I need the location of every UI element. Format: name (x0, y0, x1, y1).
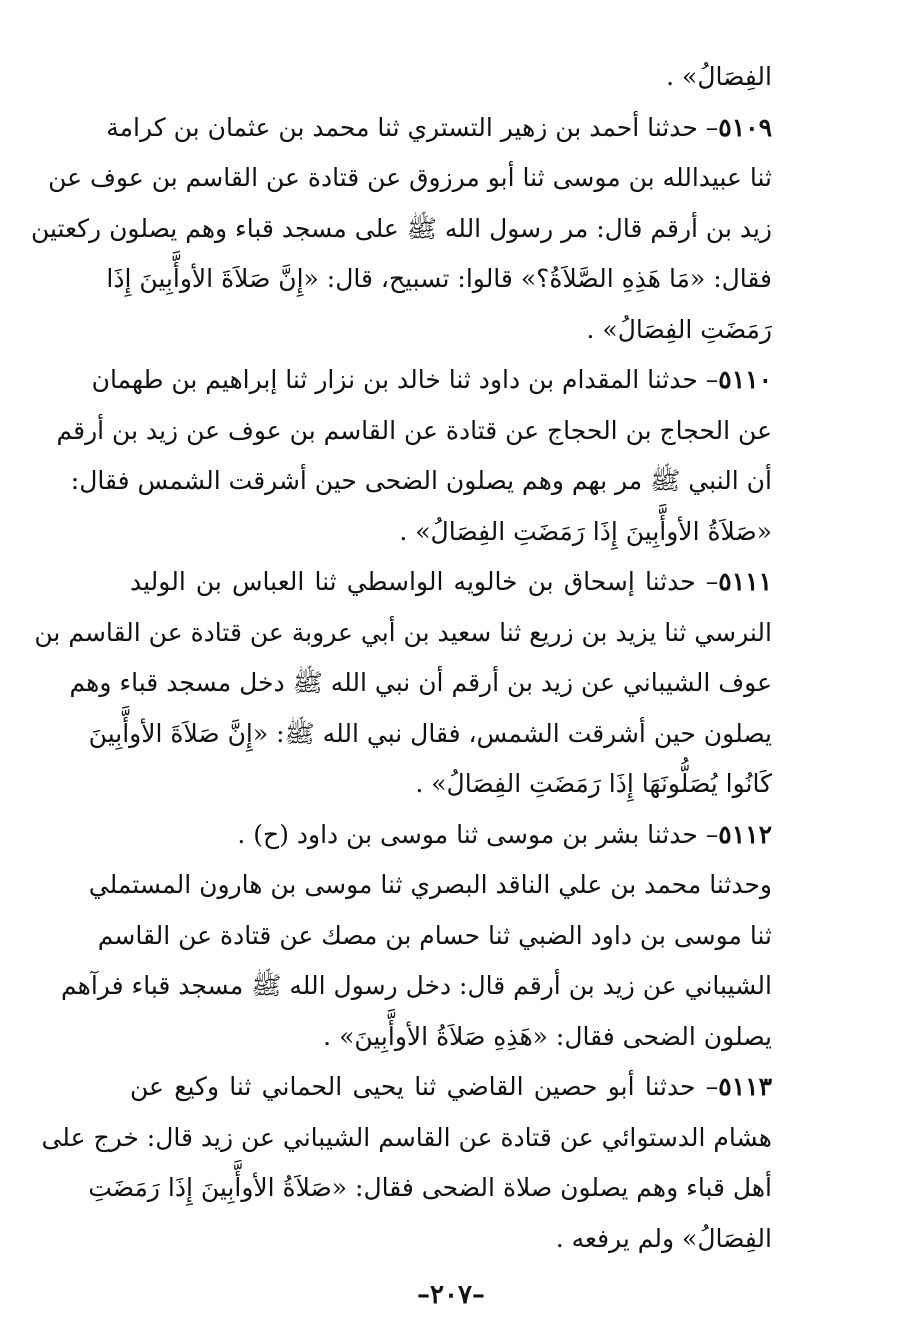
hadith-number: ٥١٠٩ (718, 112, 772, 142)
hadith-number: ٥١١٣ (718, 1072, 772, 1101)
text-line: هشام الدستوائي عن قتادة عن القاسم الشيباني عن زيد قال: خرج على (41, 1122, 772, 1152)
text-line: «صَلاَةُ الأوأَّبِينَ إِذَا رَمَضَتِ الفِصَالُ» . (399, 516, 772, 546)
text-line: الفِصَالُ» ولم يرفعه . (555, 1223, 772, 1253)
text-line: يصلون حين أشرقت الشمس، فقال نبي الله ﷺ: «إِنَّ صَلاَةَ الأوأَّبِينَ (88, 718, 772, 748)
hadith-number: ٥١١١ (718, 567, 772, 596)
text-line: زيد بن أرقم قال: مر رسول الله ﷺ على مسجد قباء وهم يصلون ركعتين (30, 213, 772, 243)
hadith-5113-line-1: ٥١١٣– حدثنا أبو حصين القاضي ثنا يحيى الحماني ثنا وكيع عن (130, 1072, 772, 1101)
text-line: ثنا عبيدالله بن موسى ثنا أبو مرزوق عن قتادة عن القاسم بن عوف عن (48, 163, 772, 192)
text-line: يصلون الضحى فقال: «هَذِهِ صَلاَةُ الأوأَّبِينَ» . (323, 1021, 772, 1051)
text-line: وحدثنا محمد بن علي الناقد البصري ثنا موسى بن هارون المستملي (88, 870, 772, 899)
hadith-number: ٥١١٠ (718, 365, 772, 394)
text-line: رَمَضَتِ الفِصَالُ» . (586, 314, 772, 344)
text-line: كَانُوا يُصَلُّونَهَا إِذَا رَمَضَتِ الفِصَالُ» . (415, 769, 772, 798)
text-line: عوف الشيباني عن زيد بن أرقم أن نبي الله ﷺ دخل مسجد قباء وهم (69, 668, 772, 697)
text-line: أن النبي ﷺ مر بهم وهم يصلون الضحى حين أشرقت الشمس فقال: (70, 466, 772, 495)
text-line: فقال: «مَا هَذِهِ الصَّلاَةُ؟» قالوا: تسبيح، قال: «إِنَّ صَلاَةَ الأوأَّبِينَ إِذَا (106, 264, 772, 293)
text-line: الشيباني عن زيد بن أرقم قال: دخل رسول الله ﷺ مسجد قباء فرآهم (61, 971, 772, 1000)
hadith-5112-line-1: ٥١١٢– حدثنا بشر بن موسى ثنا موسى بن داود (ح) . (237, 819, 772, 849)
page-number: –٢٠٧– (417, 1280, 485, 1310)
hadith-5111-line-1: ٥١١١– حدثنا إسحاق بن خالويه الواسطي ثنا العباس بن الوليد (130, 567, 772, 596)
text-line: النرسي ثنا يزيد بن زريع ثنا سعيد بن أبي عروبة عن قتادة عن القاسم بن (34, 617, 772, 647)
text-line: الفِصَالُ» . (666, 62, 772, 91)
text-line: عن الحجاج بن الحجاج عن قتادة عن القاسم بن عوف عن زيد بن أرقم (56, 415, 772, 445)
text-line: ثنا موسى بن داود الضبي ثنا حسام بن مصك عن قتادة عن القاسم (97, 920, 772, 950)
hadith-5110-line-1: ٥١١٠– حدثنا المقدام بن داود ثنا خالد بن نزار ثنا إبراهيم بن طهمان (91, 365, 772, 394)
hadith-5109-line-1: ٥١٠٩– حدثنا أحمد بن زهير التستري ثنا محمد بن عثمان بن كرامة (106, 112, 772, 142)
hadith-number: ٥١١٢ (718, 819, 772, 849)
text-line: أهل قباء وهم يصلون صلاة الضحى فقال: «صَلاَةُ الأوأَّبِينَ إِذَا رَمَضَتِ (88, 1173, 772, 1202)
